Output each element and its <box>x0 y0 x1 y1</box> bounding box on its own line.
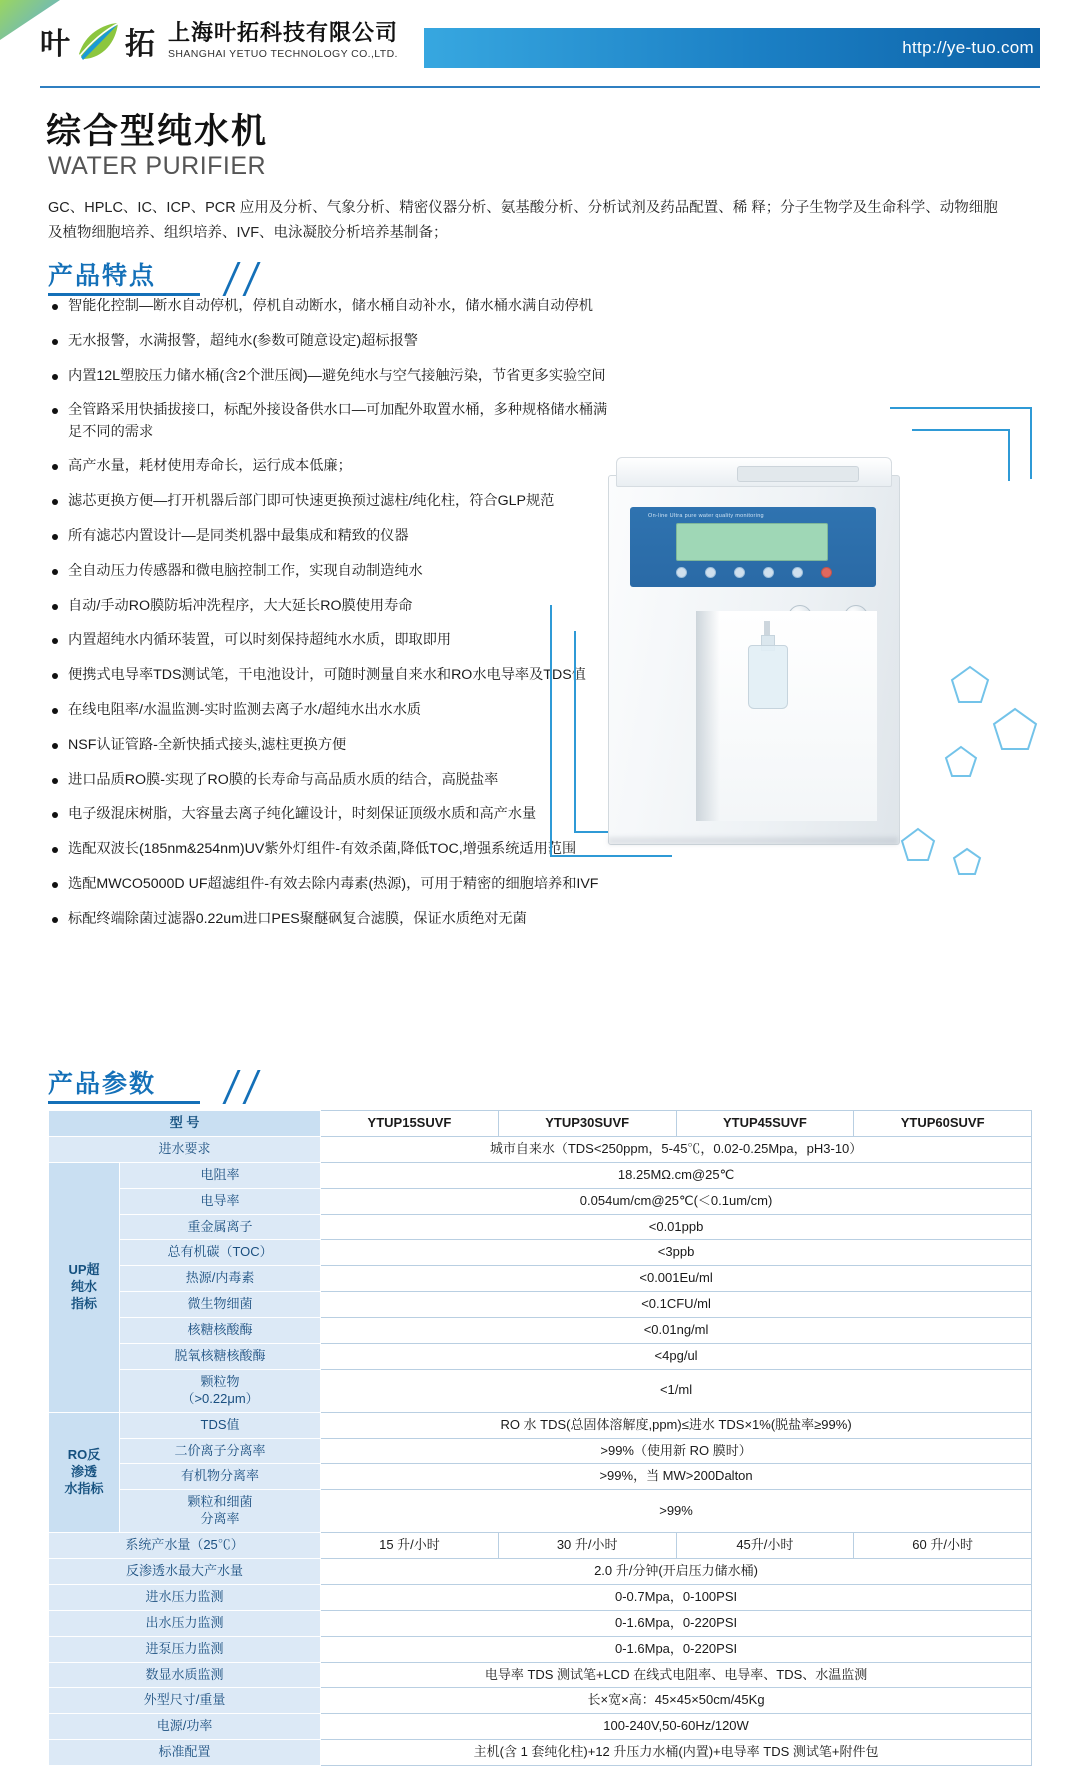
row-label: 电源/功率 <box>49 1714 321 1740</box>
panel-caption: On-line Ultra pure water quality monitoring <box>648 513 764 519</box>
row-label: 系统产水量（25℃） <box>49 1533 321 1559</box>
panel-button-power[interactable] <box>821 567 832 578</box>
feature-text: 内置12L塑胶压力储水桶(含2个泄压阀)—避免纯水与空气接触污染，节省更多实验空间 <box>68 367 606 384</box>
row-value: 主机(含 1 套纯化柱)+12 升压力水桶(内置)+电导率 TDS 测试笔+附件包 <box>321 1740 1032 1766</box>
row-value: <1/ml <box>321 1369 1032 1412</box>
collection-bottle <box>748 645 788 709</box>
list-item <box>48 366 608 387</box>
bullet-icon <box>52 917 58 923</box>
feature-text: 无水报警，水满报警，超纯水(参数可随意设定)超标报警 <box>68 332 418 349</box>
company-logo <box>40 18 398 64</box>
table-row <box>49 1688 1032 1714</box>
group-label-ro: RO反 渗透 水指标 <box>49 1412 120 1532</box>
row-value: 18.25MΩ.cm@25℃ <box>321 1162 1032 1188</box>
row-label: 颗粒物 （>0.22μm） <box>120 1369 321 1412</box>
feature-text: 电子级混床树脂，大容量去离子纯化罐设计，时刻保证顶级水质和高产水量 <box>68 806 537 823</box>
table-row <box>49 1490 1032 1533</box>
company-name-en: SHANGHAI YETUO TECHNOLOGY CO.,LTD. <box>168 48 398 61</box>
section-heading-params <box>48 1064 156 1098</box>
intro-paragraph: GC、HPLC、IC、ICP、PCR 应用及分析、气象分析、精密仪器分析、氨基酸分析、分析试剂及药品配置、稀 释；分子生物学及生命科学、动物细胞及植物细胞培养、组织培养、IVF、电泳凝胶分析培养基制备； <box>48 200 998 242</box>
section-heading-features <box>48 256 156 290</box>
bullet-icon <box>52 743 58 749</box>
table-row <box>49 1559 1032 1585</box>
table-row <box>49 1740 1032 1766</box>
section-heading-features-label: 产品特点 <box>48 262 157 290</box>
table-row <box>49 1240 1032 1266</box>
table-row-models <box>49 1111 1032 1137</box>
panel-button[interactable] <box>763 567 774 578</box>
row-value: 0-1.6Mpa，0-220PSI <box>321 1636 1032 1662</box>
page-subtitle: WATER PURIFIER <box>48 152 267 180</box>
water-purifier-unit <box>608 453 898 843</box>
model-cell: YTUP30SUVF <box>498 1111 676 1137</box>
website-url[interactable]: http://ye-tuo.com <box>902 38 1034 57</box>
table-row <box>49 1266 1032 1292</box>
pentagon-icon <box>900 827 936 863</box>
table-row <box>49 1584 1032 1610</box>
list-item <box>48 400 608 443</box>
feature-text: 内置超纯水内循环装置，可以时刻保持超纯水水质，即取即用 <box>68 632 452 649</box>
row-value: <0.1CFU/ml <box>321 1292 1032 1318</box>
company-name-block <box>168 21 398 61</box>
row-value: RO 水 TDS(总固体溶解度,ppm)≤进水 TDS×1%(脱盐率≥99%) <box>321 1412 1032 1438</box>
row-value: <3ppb <box>321 1240 1032 1266</box>
row-label: 出水压力监测 <box>49 1610 321 1636</box>
table-row <box>49 1292 1032 1318</box>
logo-char-right: 拓 <box>125 27 156 62</box>
dispense-well <box>696 611 877 821</box>
table-row <box>49 1214 1032 1240</box>
panel-button[interactable] <box>676 567 687 578</box>
bullet-icon <box>52 304 58 310</box>
feature-text: 所有滤芯内置设计—是同类机器中最集成和精致的仪器 <box>68 528 409 545</box>
row-label: 脱氧核糖核酸酶 <box>120 1344 321 1370</box>
list-item <box>48 331 608 352</box>
base-shadow <box>608 837 898 845</box>
feature-text: NSF认证管路-全新快插式接头,滤柱更换方便 <box>68 736 347 753</box>
model-cell: YTUP60SUVF <box>854 1111 1032 1137</box>
model-cell: YTUP45SUVF <box>676 1111 854 1137</box>
table-row <box>49 1369 1032 1412</box>
list-item <box>48 909 608 930</box>
lcd-display <box>676 523 828 561</box>
row-label: 电导率 <box>120 1188 321 1214</box>
table-row-yield <box>49 1533 1032 1559</box>
table-row <box>49 1162 1032 1188</box>
bullet-icon <box>52 638 58 644</box>
yield-cell: 60 升/小时 <box>854 1533 1032 1559</box>
bullet-icon <box>52 339 58 345</box>
row-value: 电导率 TDS 测试笔+LCD 在线式电阻率、电导率、TDS、水温监测 <box>321 1662 1032 1688</box>
list-item <box>48 874 608 895</box>
pentagon-icon <box>992 707 1038 753</box>
row-label: 热源/内毒素 <box>120 1266 321 1292</box>
row-value: 城市自来水（TDS<250ppm，5-45℃，0.02-0.25Mpa，pH3-10） <box>321 1136 1032 1162</box>
specification-table <box>48 1110 1032 1766</box>
row-value: 0-1.6Mpa，0-220PSI <box>321 1610 1032 1636</box>
row-label: 外型尺寸/重量 <box>49 1688 321 1714</box>
bullet-icon <box>52 847 58 853</box>
feature-text: 选配MWCO5000D UF超滤组件-有效去除内毒素(热源)，可用于精密的细胞培养和IVF <box>68 876 599 893</box>
feature-text: 高产水量，耗材使用寿命长，运行成本低廉； <box>68 458 352 475</box>
yield-cell: 15 升/小时 <box>321 1533 499 1559</box>
table-row <box>49 1438 1032 1464</box>
list-item <box>48 735 608 756</box>
feature-text: 全管路采用快插拔接口，标配外接设备供水口—可加配外取置水桶，多种规格储水桶满足不同的需求 <box>68 402 608 440</box>
bullet-icon <box>52 882 58 888</box>
row-label: 进水要求 <box>49 1136 321 1162</box>
row-value: >99%，当 MW>200Dalton <box>321 1464 1032 1490</box>
bullet-icon <box>52 708 58 714</box>
panel-button[interactable] <box>792 567 803 578</box>
row-label: 总有机碳（TOC） <box>120 1240 321 1266</box>
logo-char-left: 叶 <box>40 27 71 62</box>
row-value: 0.054um/cm@25℃(＜0.1um/cm) <box>321 1188 1032 1214</box>
row-label: 反渗透水最大产水量 <box>49 1559 321 1585</box>
list-item <box>48 839 608 860</box>
well-shadow <box>696 611 720 821</box>
table-row <box>49 1412 1032 1438</box>
button-row[interactable] <box>676 567 832 578</box>
pentagon-icon <box>944 745 978 779</box>
leaf-icon <box>75 18 121 64</box>
row-value: <0.001Eu/ml <box>321 1266 1032 1292</box>
table-row <box>49 1662 1032 1688</box>
pentagon-icon <box>950 665 990 705</box>
row-label: 标准配置 <box>49 1740 321 1766</box>
bullet-icon <box>52 569 58 575</box>
list-item <box>48 296 608 317</box>
feature-text: 在线电阻率/水温监测-实时监测去离子水/超纯水出水水质 <box>68 702 422 719</box>
feature-text: 选配双波长(185nm&254nm)UV紫外灯组件-有效杀菌,降低TOC,增强系统适用范围 <box>68 841 577 858</box>
row-label: 进水压力监测 <box>49 1584 321 1610</box>
row-label: 数显水质监测 <box>49 1662 321 1688</box>
row-value: >99% <box>321 1490 1032 1533</box>
list-item <box>48 491 608 512</box>
row-label: 重金属离子 <box>120 1214 321 1240</box>
bullet-icon <box>52 499 58 505</box>
table-row <box>49 1318 1032 1344</box>
bullet-icon <box>52 778 58 784</box>
bullet-icon <box>52 408 58 414</box>
bullet-icon <box>52 673 58 679</box>
table-row <box>49 1714 1032 1740</box>
row-value: 100-240V,50-60Hz/120W <box>321 1714 1032 1740</box>
table-row <box>49 1136 1032 1162</box>
control-panel[interactable] <box>630 507 876 587</box>
row-value: <4pg/ul <box>321 1344 1032 1370</box>
row-label: 核糖核酸酶 <box>120 1318 321 1344</box>
row-value: 0-0.7Mpa，0-100PSI <box>321 1584 1032 1610</box>
row-value: 2.0 升/分钟(开启压力储水桶) <box>321 1559 1032 1585</box>
model-cell: YTUP15SUVF <box>321 1111 499 1137</box>
heading-underline <box>48 1101 200 1104</box>
list-item <box>48 630 608 651</box>
list-item <box>48 700 608 721</box>
yield-cell: 45升/小时 <box>676 1533 854 1559</box>
list-item <box>48 665 608 686</box>
table-row <box>49 1188 1032 1214</box>
row-value: <0.01ng/ml <box>321 1318 1032 1344</box>
header-divider <box>40 86 1040 88</box>
feature-text: 便携式电导率TDS测试笔，干电池设计，可随时测量自来水和RO水电导率及TDS值 <box>68 667 586 684</box>
bullet-icon <box>52 374 58 380</box>
feature-text: 自动/手动RO膜防垢冲洗程序，大大延长RO膜使用寿命 <box>68 597 413 614</box>
decorative-line <box>912 429 1010 481</box>
bullet-icon <box>52 604 58 610</box>
list-item <box>48 561 608 582</box>
feature-text: 全自动压力传感器和微电脑控制工作，实现自动制造纯水 <box>68 562 423 579</box>
page-header <box>0 0 1080 86</box>
list-item <box>48 526 608 547</box>
machine-top-slot <box>737 466 859 482</box>
panel-button[interactable] <box>705 567 716 578</box>
table-row <box>49 1344 1032 1370</box>
row-label: 颗粒和细菌 分离率 <box>120 1490 321 1533</box>
bullet-icon <box>52 534 58 540</box>
company-name-cn: 上海叶拓科技有限公司 <box>168 20 399 46</box>
feature-text: 智能化控制—断水自动停机，停机自动断水，储水桶自动补水，储水桶水满自动停机 <box>68 298 593 314</box>
page-title: 综合型纯水机 <box>46 112 269 151</box>
machine-top-cap <box>616 457 892 487</box>
feature-text: 进口品质RO膜-实现了RO膜的长寿命与高品质水质的结合，高脱盐率 <box>68 771 499 788</box>
list-item <box>48 804 608 825</box>
row-label: 微生物细菌 <box>120 1292 321 1318</box>
row-label: 电阻率 <box>120 1162 321 1188</box>
product-image <box>560 395 1060 895</box>
row-label: 二价离子分离率 <box>120 1438 321 1464</box>
table-row <box>49 1636 1032 1662</box>
feature-text: 标配终端除菌过滤器0.22um进口PES聚醚砜复合滤膜，保证水质绝对无菌 <box>68 910 527 927</box>
bullet-icon <box>52 464 58 470</box>
feature-list <box>48 296 608 944</box>
models-header-label: 型 号 <box>49 1111 321 1137</box>
bullet-icon <box>52 812 58 818</box>
row-label: 进泵压力监测 <box>49 1636 321 1662</box>
yield-cell: 30 升/小时 <box>498 1533 676 1559</box>
row-label: TDS值 <box>120 1412 321 1438</box>
row-label: 有机物分离率 <box>120 1464 321 1490</box>
panel-button[interactable] <box>734 567 745 578</box>
list-item <box>48 770 608 791</box>
row-value: 长×宽×高：45×45×50cm/45Kg <box>321 1688 1032 1714</box>
logo-mark <box>40 18 156 64</box>
list-item <box>48 596 608 617</box>
feature-text: 滤芯更换方便—打开机器后部门即可快速更换预过滤柱/纯化柱，符合GLP规范 <box>68 493 555 510</box>
table-row <box>49 1464 1032 1490</box>
row-value: <0.01ppb <box>321 1214 1032 1240</box>
group-label-up: UP超 纯水 指标 <box>49 1162 120 1412</box>
list-item <box>48 456 608 477</box>
row-value: >99%（使用新 RO 膜时） <box>321 1438 1032 1464</box>
pentagon-icon <box>952 847 982 877</box>
table-row <box>49 1610 1032 1636</box>
section-heading-params-label: 产品参数 <box>48 1070 157 1098</box>
